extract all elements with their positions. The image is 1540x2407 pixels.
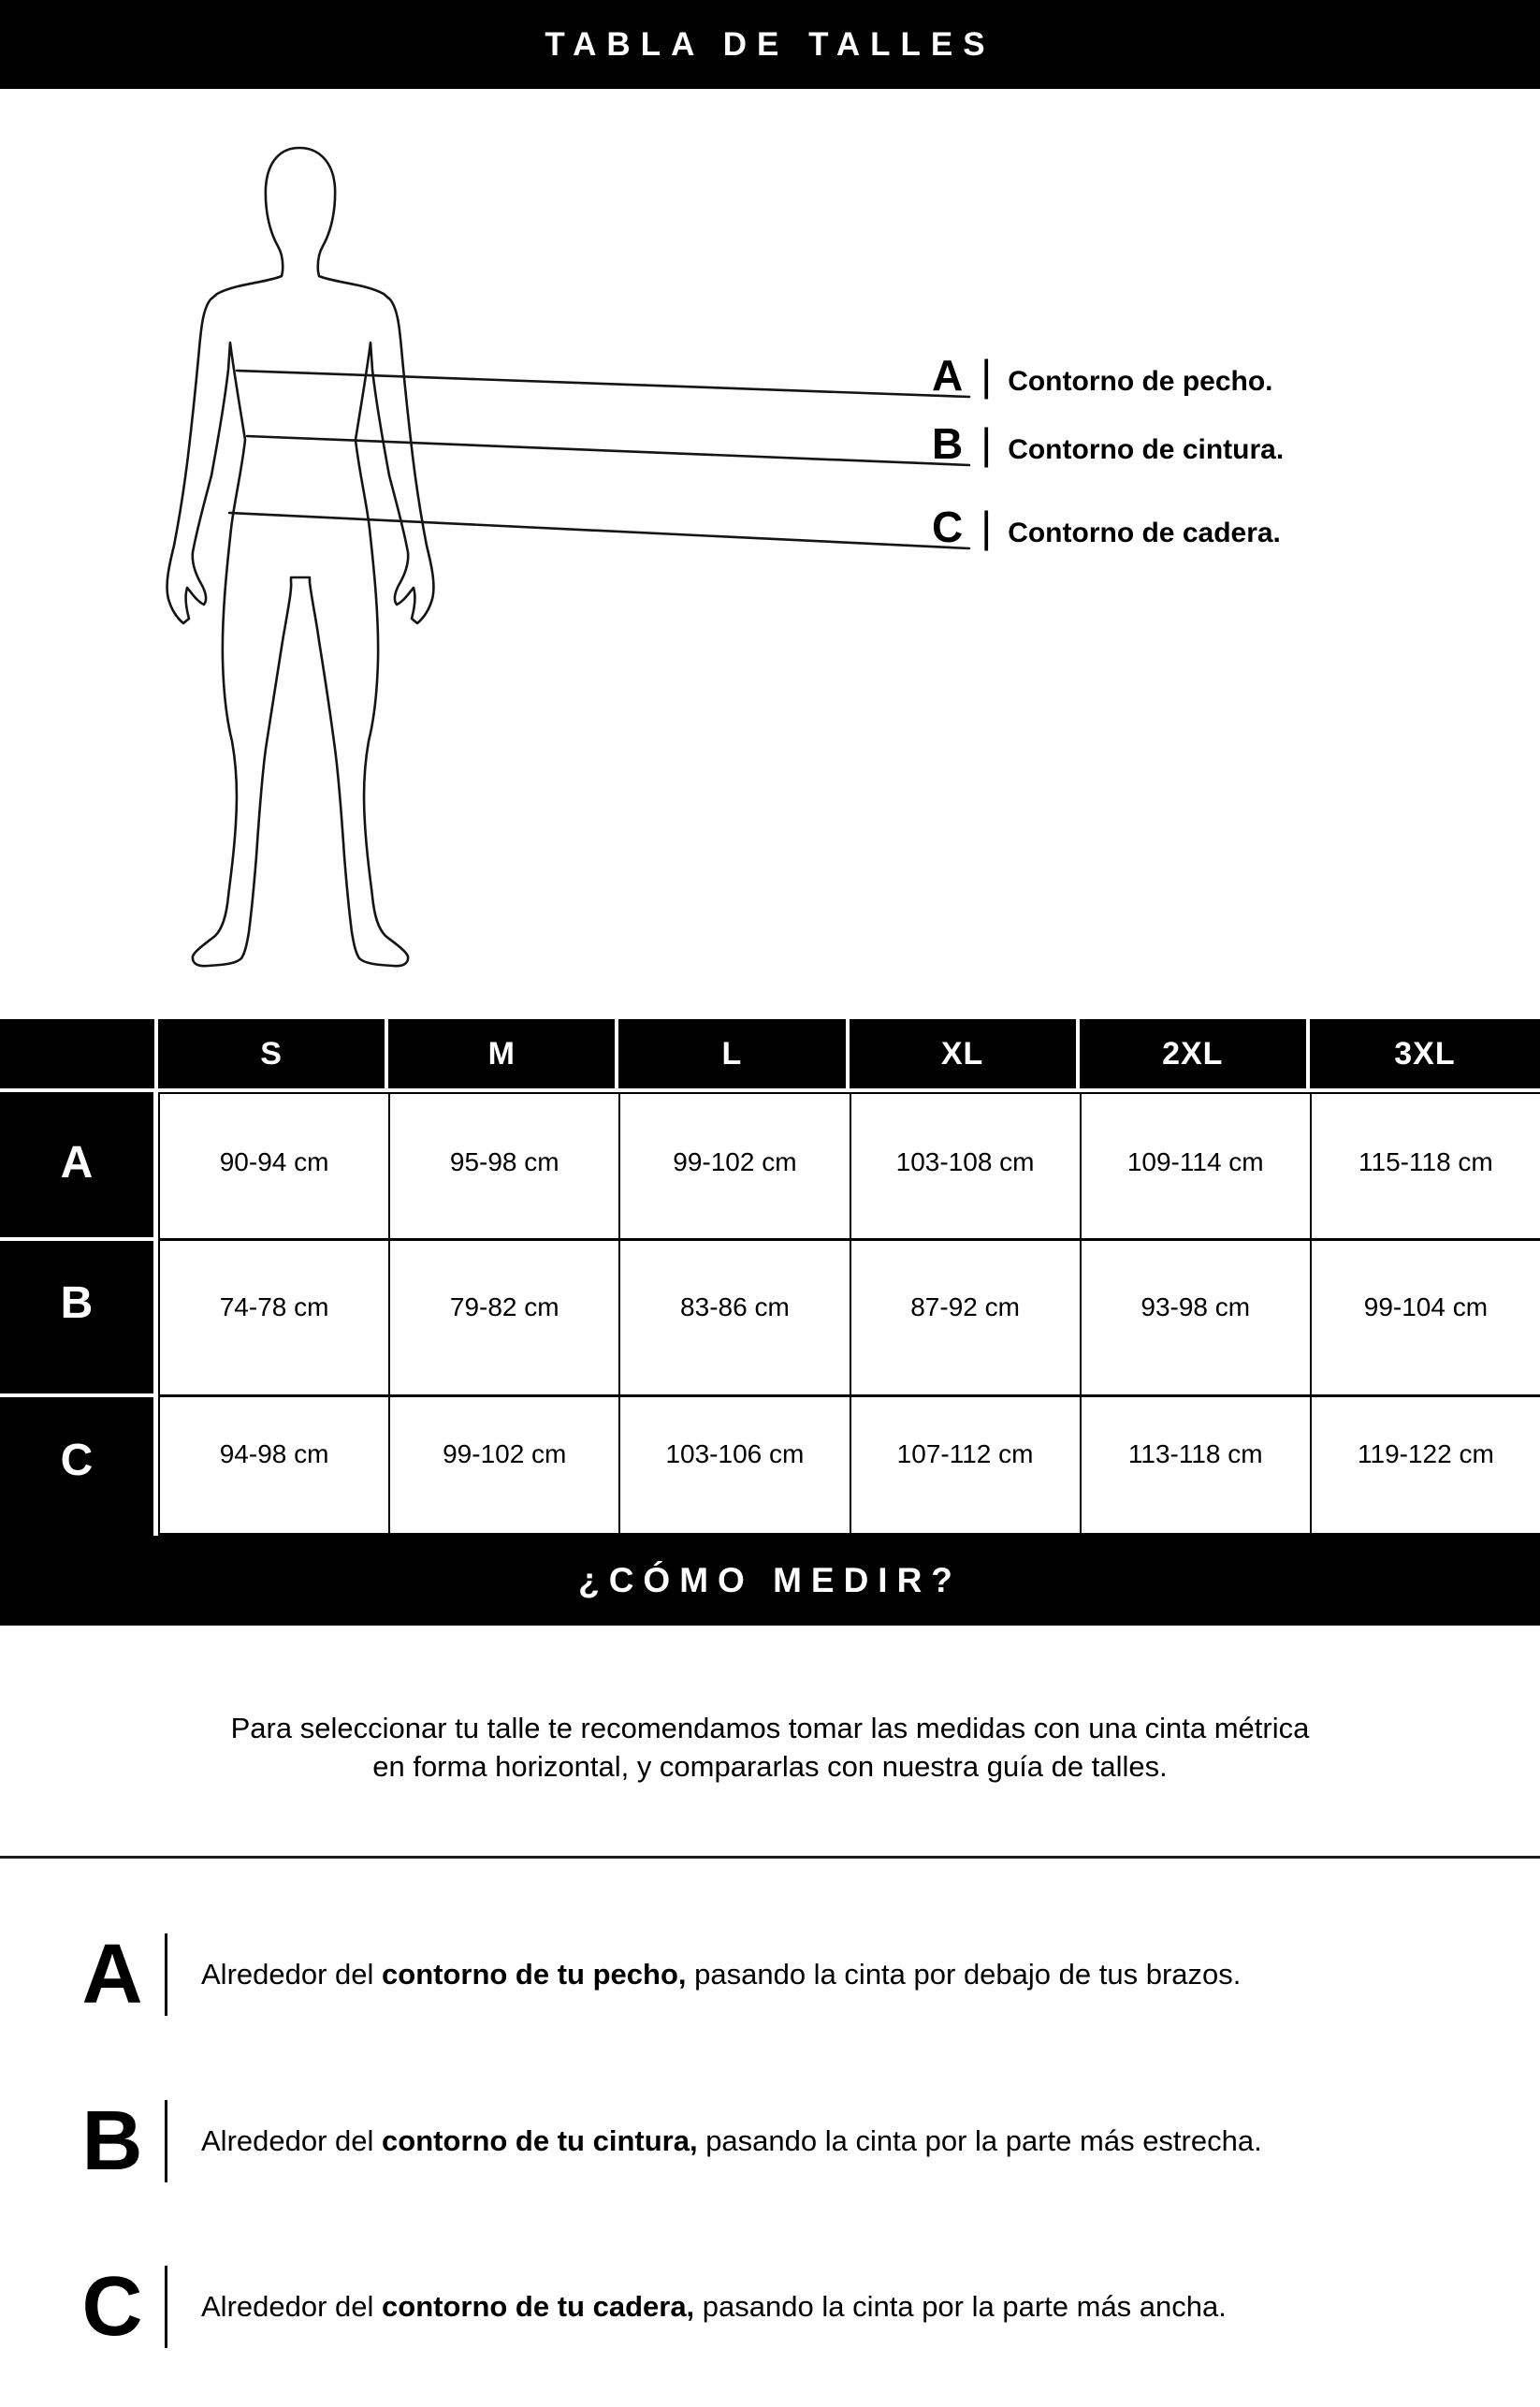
diagram-letter-c: C [932, 503, 964, 551]
table-cell: 103-108 cm [850, 1092, 1080, 1241]
row-label-a: A [0, 1092, 158, 1241]
step-text-prefix: Alrededor del [201, 2290, 383, 2324]
step-letter-b: B [81, 2094, 143, 2188]
step-divider-line [165, 1933, 167, 2016]
step-text [201, 2289, 1227, 2324]
table-cell: 87-92 cm [850, 1241, 1080, 1397]
intro-line-1: Para seleccionar tu talle te recomendamos tomar las medidas con una cinta métrica [230, 1712, 1310, 1744]
step-text-prefix: Alrededor del [201, 1958, 383, 1991]
column-header-s: S [158, 1019, 388, 1092]
table-cell: 93-98 cm [1080, 1241, 1310, 1397]
table-cell: 99-102 cm [618, 1092, 849, 1241]
table-cell: 115-118 cm [1310, 1092, 1540, 1241]
step-text-prefix: Alrededor del [201, 2124, 383, 2158]
table-cell: 109-114 cm [1080, 1092, 1310, 1241]
diagram-label-text: Contorno de cadera. [1008, 518, 1281, 548]
table-cell: 119-122 cm [1310, 1397, 1540, 1536]
how-to-measure-title: ¿CÓMO MEDIR? [578, 1561, 962, 1599]
pipe-divider: | [981, 351, 993, 400]
size-table-corner [0, 1019, 158, 1092]
diagram-letter-a: A [932, 351, 964, 400]
measure-step-waist [0, 2096, 1540, 2186]
measurement-line-hip [229, 513, 969, 548]
step-text-bold: contorno de tu pecho, [382, 1958, 687, 1991]
table-cell: 103-106 cm [618, 1397, 849, 1536]
step-text-bold: contorno de tu cintura, [382, 2124, 698, 2158]
step-text-suffix: pasando la cinta por la parte más ancha. [694, 2290, 1227, 2324]
how-to-measure-bar [0, 1536, 1540, 1626]
column-header-2xl: 2XL [1080, 1019, 1310, 1092]
column-header-l: L [618, 1019, 849, 1092]
table-cell: 94-98 cm [158, 1397, 388, 1536]
measurement-line-waist [247, 436, 969, 465]
page-title: TABLA DE TALLES [545, 25, 995, 63]
section-divider [0, 1856, 1540, 1859]
measure-step-hip [0, 2262, 1540, 2352]
human-figure-icon [0, 0, 1540, 1029]
step-letter-c: C [81, 2260, 143, 2354]
table-cell: 79-82 cm [388, 1241, 618, 1397]
table-cell: 90-94 cm [158, 1092, 388, 1241]
step-divider-line [165, 2100, 167, 2182]
column-header-3xl: 3XL [1310, 1019, 1540, 1092]
row-label-b: B [0, 1241, 158, 1397]
table-cell: 74-78 cm [158, 1241, 388, 1397]
step-letter-a: A [81, 1928, 143, 2021]
pipe-divider: | [981, 503, 993, 551]
table-cell: 83-86 cm [618, 1241, 849, 1397]
diagram-label-hip [932, 503, 1281, 551]
step-text-suffix: pasando la cinta por debajo de tus brazos. [686, 1958, 1242, 1991]
diagram-label-chest [932, 351, 1273, 400]
diagram-label-waist [932, 419, 1285, 468]
body-outline [167, 148, 434, 966]
diagram-label-text: Contorno de cintura. [1008, 434, 1285, 465]
step-text [201, 1957, 1241, 1991]
table-cell: 113-118 cm [1080, 1397, 1310, 1536]
column-header-xl: XL [850, 1019, 1080, 1092]
measure-step-chest [0, 1930, 1540, 2020]
step-text [201, 2123, 1262, 2158]
table-cell: 99-102 cm [388, 1397, 618, 1536]
table-cell: 107-112 cm [850, 1397, 1080, 1536]
diagram-letter-b: B [932, 419, 964, 468]
step-text-bold: contorno de tu cadera, [382, 2290, 695, 2324]
row-label-c: C [0, 1397, 158, 1536]
diagram-label-text: Contorno de pecho. [1008, 366, 1273, 397]
step-divider-line [165, 2266, 167, 2348]
measurement-line-chest [237, 371, 969, 397]
intro-paragraph [0, 1709, 1540, 1786]
table-cell: 95-98 cm [388, 1092, 618, 1241]
size-table [0, 1019, 1540, 1536]
pipe-divider: | [981, 419, 993, 468]
step-text-suffix: pasando la cinta por la parte más estrecha. [697, 2124, 1262, 2158]
column-header-m: M [388, 1019, 618, 1092]
table-cell: 99-104 cm [1310, 1241, 1540, 1397]
intro-line-2: en forma horizontal, y compararlas con nuestra guía de talles. [372, 1750, 1168, 1783]
